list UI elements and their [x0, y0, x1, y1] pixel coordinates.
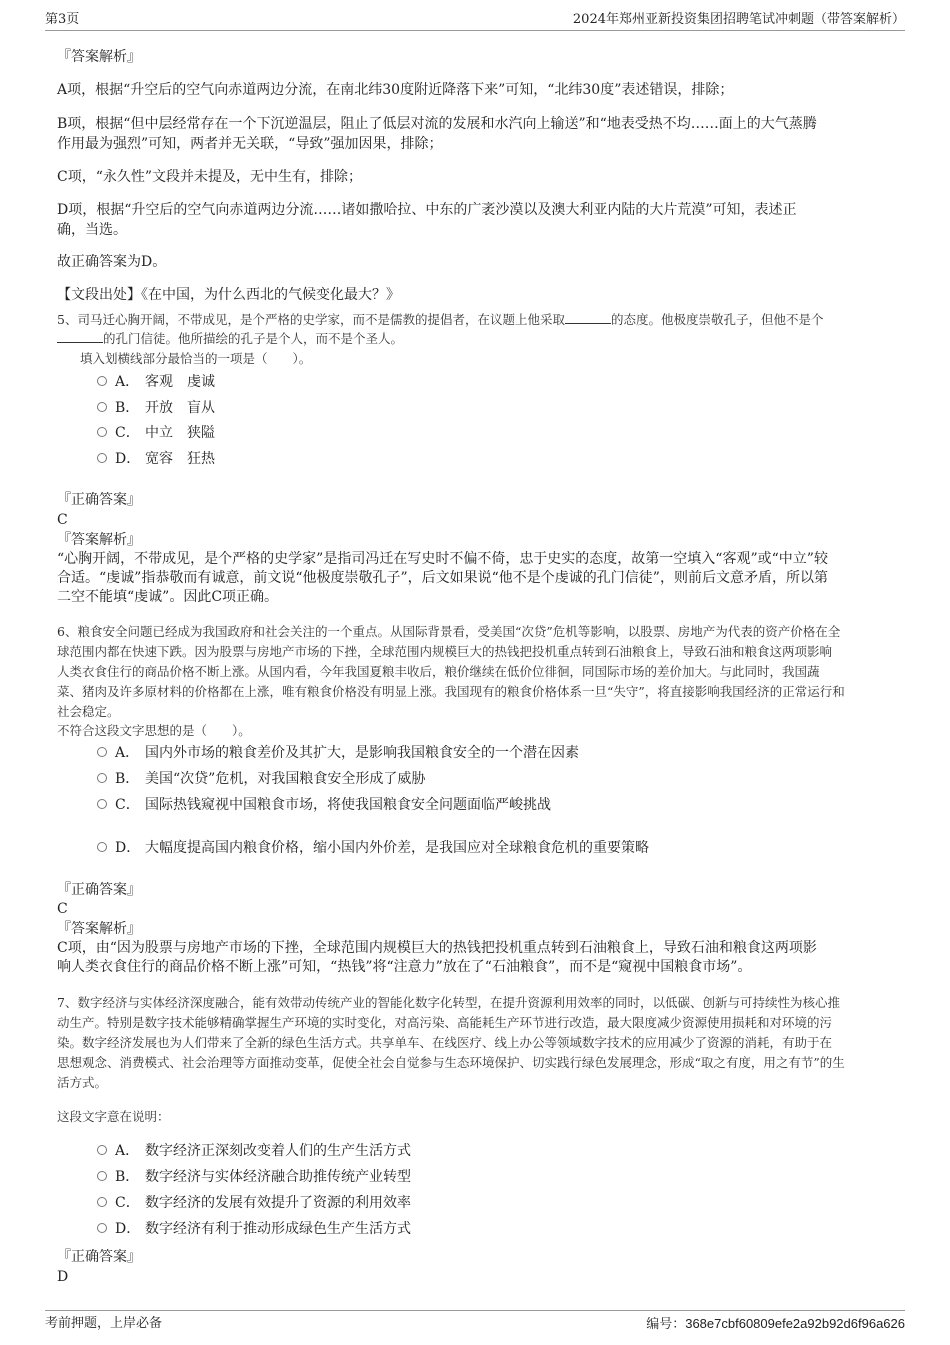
option-key: D． — [115, 1221, 141, 1237]
q5-analysis-line3: 二空不能填“虔诚”。因此C项正确。 — [57, 589, 279, 605]
q7-stem-line2: 动生产。特别是数字技术能够精确掌握生产环境的实时变化，对高污染、高能耗生产环节进行改造，最大限度减少资源使用损耗和对环境的污 — [57, 1015, 833, 1030]
q4-analysis-a: A项，根据“升空后的空气向赤道两边分流，在南北纬30度附近降落下来”可知，“北纬30度”表述错误，排除； — [57, 82, 734, 98]
q7-option-b[interactable] — [97, 1167, 411, 1187]
option-text: 国际热钱窥视中国粮食市场，将使我国粮食安全问题面临严峻挑战 — [145, 797, 551, 813]
q4-analysis-d-line1: D项，根据“升空后的空气向赤道两边分流……诸如撒哈拉、中东的广袤沙漠以及澳大利亚内陆的大片荒漠”可知，表述正 — [57, 202, 797, 218]
q7-option-a[interactable] — [97, 1141, 411, 1161]
q7-answer-heading: 『正确答案』 — [57, 1249, 141, 1265]
option-key: A． — [115, 745, 140, 761]
option-key: D． — [115, 840, 141, 856]
code-label: 编号： — [646, 1316, 686, 1331]
q5-stem-part3: 的孔门信徒。他所描绘的孔子是个人，而不是个圣人。 — [103, 331, 404, 346]
q4-analysis-b-line2: 作用最为强烈”可知，两者并无关联，“导致”强加因果，排除； — [57, 136, 443, 152]
q7-stem-line1: 7、数字经济与实体经济深度融合，能有效带动传统产业的智能化数字化转型，在提升资源利用效率的同时，以低碳、创新与可持续性为核心推 — [57, 995, 840, 1010]
page-header — [45, 10, 905, 31]
q5-analysis-heading: 『答案解析』 — [57, 532, 141, 548]
radio-icon[interactable] — [97, 747, 107, 757]
q5-blank-2 — [57, 330, 103, 343]
q7-prompt: 这段文字意在说明： — [57, 1109, 170, 1124]
q6-stem-line3: 人类衣食住行的商品价格不断上涨。从国内看，今年我国夏粮丰收后，粮价继续在低价位徘徊，同国际市场的差价加大。与此同时，我国蔬 — [57, 664, 820, 679]
document-code — [646, 1313, 905, 1335]
radio-icon[interactable] — [97, 1145, 107, 1155]
radio-icon[interactable] — [97, 1171, 107, 1181]
option-key: B． — [115, 771, 140, 787]
radio-icon[interactable] — [97, 842, 107, 852]
q5-analysis-line2: 合适。“虔诚”指恭敬而有诚意，前文说“他极度崇敬孔子”，后文如果说“他不是个虔诚的孔门信徒”，则前后文意矛盾，所以第 — [57, 570, 828, 586]
q5-option-c[interactable] — [97, 423, 215, 443]
q5-answer-heading: 『正确答案』 — [57, 492, 141, 508]
page-footer — [45, 1310, 905, 1333]
q7-stem-line4: 思想观念、消费模式、社会治理等方面推动变革，促使全社会自觉参与生态环境保护、切实践行绿色发展理念，形成“取之有度，用之有节”的生 — [57, 1055, 845, 1070]
q6-answer: C — [57, 901, 68, 917]
radio-icon[interactable] — [97, 453, 107, 463]
q5-option-a[interactable] — [97, 372, 215, 392]
option-key: C． — [115, 1195, 140, 1211]
footer-slogan: 考前押题，上岸必备 — [45, 1316, 163, 1331]
q6-analysis-heading: 『答案解析』 — [57, 921, 141, 937]
q5-stem-part1: 5、司马迁心胸开阔，不带成见，是个严格的史学家，而不是儒教的提倡者，在议题上他采取 — [57, 312, 565, 327]
radio-icon[interactable] — [97, 1197, 107, 1207]
option-text: 开放 盲从 — [145, 400, 215, 416]
q5-blank-1 — [565, 311, 611, 324]
q6-stem-line4: 菜、猪肉及许多原材料的价格都在上涨，唯有粮食价格没有明显上涨。我国现有的粮食价格体系一旦“失守”，将直接影响我国经济的正常运行和 — [57, 684, 845, 699]
radio-icon[interactable] — [97, 773, 107, 783]
radio-icon[interactable] — [97, 799, 107, 809]
q5-stem-part2: 的态度。他极度崇敬孔子，但他不是个 — [610, 312, 824, 327]
q4-analysis-c: C项，“永久性”文段并未提及，无中生有，排除； — [57, 169, 363, 185]
q6-answer-heading: 『正确答案』 — [57, 882, 141, 898]
option-key: B． — [115, 1169, 140, 1185]
radio-icon[interactable] — [97, 402, 107, 412]
option-text: 数字经济与实体经济融合助推传统产业转型 — [145, 1169, 411, 1185]
q4-source: 【文段出处】《在中国，为什么西北的气候变化最大？》 — [57, 287, 400, 303]
q5-prompt: 填入划横线部分最恰当的一项是（ ）。 — [80, 351, 312, 366]
q5-answer: C — [57, 512, 68, 528]
q7-answer: D — [57, 1269, 69, 1285]
q6-option-a[interactable] — [97, 743, 579, 763]
q7-stem-line5: 活方式。 — [57, 1075, 108, 1090]
q5-stem-line1 — [57, 310, 823, 329]
option-text: 客观 虔诚 — [145, 374, 215, 390]
q7-option-d[interactable] — [97, 1219, 411, 1239]
q6-stem-line1: 6、粮食安全问题已经成为我国政府和社会关注的一个重点。从国际背景看，受美国“次贷”危机等影响，以股票、房地产为代表的资产价格在全 — [57, 624, 841, 639]
option-text: 大幅度提高国内粮食价格，缩小国内外价差，是我国应对全球粮食危机的重要策略 — [145, 840, 649, 856]
q6-option-d[interactable] — [97, 838, 649, 858]
q6-stem-line5: 社会稳定。 — [57, 704, 120, 719]
option-key: B． — [115, 400, 140, 416]
q4-analysis-b-line1: B项，根据“但中层经常存在一个下沉逆温层，阻止了低层对流的发展和水汽向上输送”和“地表受热不均……面上的大气蒸腾 — [57, 116, 817, 132]
page-number: 第3页 — [45, 12, 80, 27]
option-key: A． — [115, 374, 140, 390]
option-key: C． — [115, 425, 140, 441]
q6-stem-line2: 球范围内都在快速下跌。因为股票与房地产市场的下挫，全球范围内规模巨大的热钱把投机重点转到石油粮食上，导致石油和粮食这两项影响 — [57, 644, 833, 659]
option-text: 数字经济正深刻改变着人们的生产生活方式 — [145, 1143, 411, 1159]
q4-conclusion: 故正确答案为D。 — [57, 254, 167, 270]
q5-option-d[interactable] — [97, 449, 215, 469]
option-key: D． — [115, 451, 141, 467]
q7-option-c[interactable] — [97, 1193, 411, 1213]
q6-prompt: 不符合这段文字思想的是（ ）。 — [57, 723, 251, 738]
radio-icon[interactable] — [97, 1223, 107, 1233]
option-text: 数字经济的发展有效提升了资源的利用效率 — [145, 1195, 411, 1211]
q4-analysis-heading: 『答案解析』 — [57, 49, 141, 65]
q5-stem-line2 — [57, 329, 403, 348]
q4-analysis-d-line2: 确，当选。 — [57, 222, 127, 238]
option-text: 美国“次贷”危机，对我国粮食安全形成了威胁 — [145, 771, 426, 787]
option-text: 宽容 狂热 — [145, 451, 215, 467]
option-text: 数字经济有利于推动形成绿色生产生活方式 — [145, 1221, 411, 1237]
option-key: A． — [115, 1143, 140, 1159]
q5-option-b[interactable] — [97, 398, 215, 418]
document-title: 2024年郑州亚新投资集团招聘笔试冲刺题（带答案解析） — [572, 12, 905, 27]
code-value: 368e7cbf60809efe2a92b92d6f96a626 — [685, 1316, 905, 1331]
q7-stem-line3: 染。数字经济发展也为人们带来了全新的绿色生活方式。共享单车、在线医疗、线上办公等领域数字技术的应用减少了资源的消耗，有助于在 — [57, 1035, 833, 1050]
radio-icon[interactable] — [97, 427, 107, 437]
option-text: 国内外市场的粮食差价及其扩大，是影响我国粮食安全的一个潜在因素 — [145, 745, 579, 761]
q6-analysis-line2: 响人类衣食住行的商品价格不断上涨”可知，“热钱”将“注意力”放在了“石油粮食”，而不是“窥视中国粮食市场”。 — [57, 959, 752, 975]
q6-analysis-line1: C项，由“因为股票与房地产市场的下挫，全球范围内规模巨大的热钱把投机重点转到石油粮食上，导致石油和粮食这两项影 — [57, 940, 817, 956]
q6-option-b[interactable] — [97, 769, 425, 789]
radio-icon[interactable] — [97, 376, 107, 386]
q5-analysis-line1: “心胸开阔，不带成见，是个严格的史学家”是指司冯迁在写史时不偏不倚，忠于史实的态度，故第一空填入“客观”或“中立”较 — [57, 551, 828, 567]
q6-option-c[interactable] — [97, 795, 551, 815]
option-text: 中立 狭隘 — [145, 425, 215, 441]
option-key: C． — [115, 797, 140, 813]
